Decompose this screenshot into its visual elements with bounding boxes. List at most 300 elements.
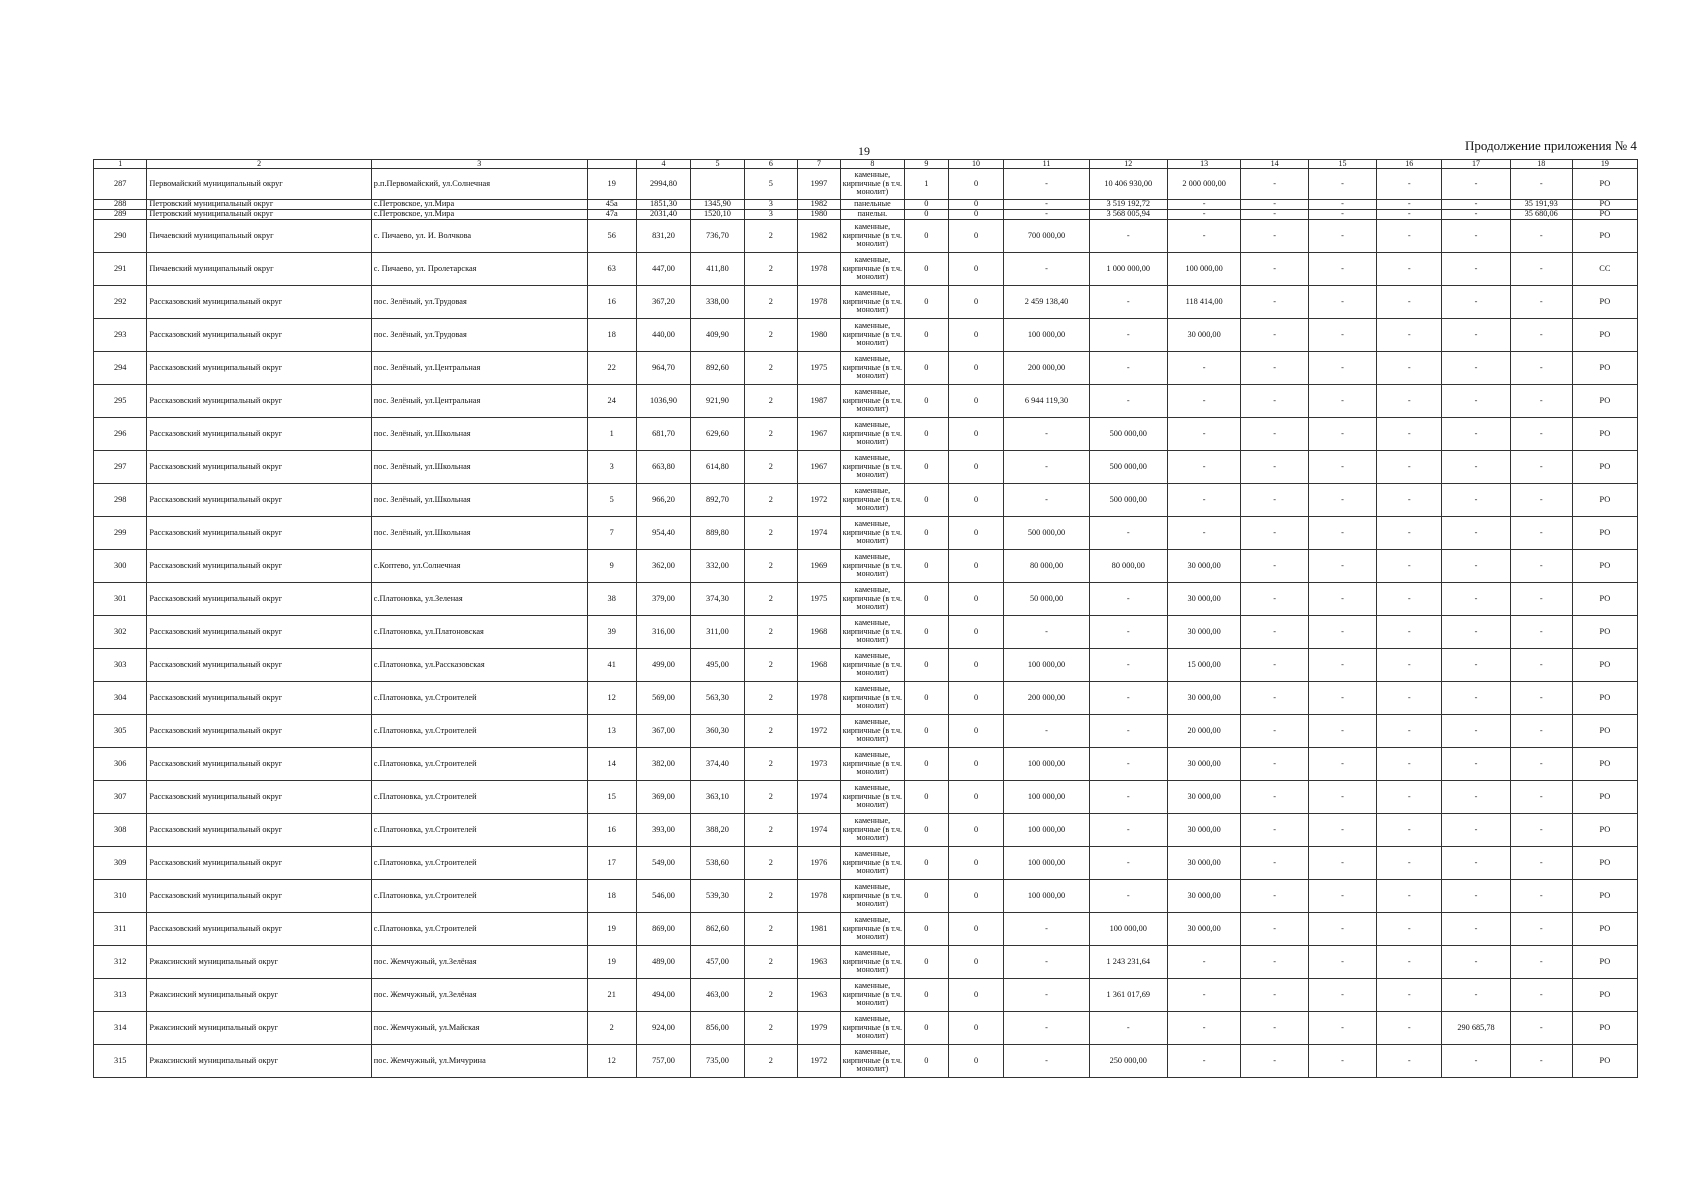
table-cell: 304 (94, 682, 147, 715)
table-cell: - (1377, 253, 1442, 286)
table-cell: - (1442, 517, 1510, 550)
table-cell: - (1167, 517, 1241, 550)
table-cell: 0 (948, 200, 1004, 210)
table-cell: каменные, кирпичные (в т.ч. монолит) (840, 253, 904, 286)
column-header: 6 (744, 160, 797, 169)
table-cell: 2 (744, 319, 797, 352)
table-cell: 45а (587, 200, 636, 210)
table-cell: каменные, кирпичные (в т.ч. монолит) (840, 715, 904, 748)
table-cell: 382,00 (636, 748, 690, 781)
table-cell: - (1377, 649, 1442, 682)
table-cell: - (1241, 880, 1308, 913)
table-cell: 2 (587, 1012, 636, 1045)
table-cell: 409,90 (691, 319, 744, 352)
table-row (94, 550, 1638, 583)
table-row (94, 847, 1638, 880)
table-cell: - (1241, 682, 1308, 715)
table-cell: - (1308, 583, 1376, 616)
table-cell: 1 (587, 418, 636, 451)
table-cell: 0 (948, 880, 1004, 913)
table-row (94, 715, 1638, 748)
table-cell: - (1377, 385, 1442, 418)
table-cell: - (1167, 946, 1241, 979)
table-cell: 367,20 (636, 286, 690, 319)
table-cell: 964,70 (636, 352, 690, 385)
table-cell: - (1089, 220, 1167, 253)
table-cell: 30 000,00 (1167, 913, 1241, 946)
table-cell: 1967 (798, 451, 841, 484)
table-cell: - (1308, 484, 1376, 517)
table-cell: пос. Зелёный, ул.Центральная (371, 385, 587, 418)
table-cell: 2 (744, 748, 797, 781)
table-cell: 1036,90 (636, 385, 690, 418)
table-cell: Рассказовский муниципальный округ (147, 484, 371, 517)
table-cell: - (1241, 715, 1308, 748)
table-cell: 290 (94, 220, 147, 253)
table-cell: 1997 (798, 169, 841, 200)
table-cell: 2 (744, 352, 797, 385)
table-row (94, 913, 1638, 946)
table-cell: Ржаксинский муниципальный округ (147, 1012, 371, 1045)
table-cell: 30 000,00 (1167, 616, 1241, 649)
table-cell: РО (1572, 385, 1637, 418)
table-cell: 0 (948, 418, 1004, 451)
table-cell: каменные, кирпичные (в т.ч. монолит) (840, 220, 904, 253)
table-cell: 447,00 (636, 253, 690, 286)
table-cell: 19 (587, 169, 636, 200)
table-cell: пос. Зелёный, ул.Трудовая (371, 286, 587, 319)
table-cell: РО (1572, 814, 1637, 847)
table-cell: 374,40 (691, 748, 744, 781)
table-cell: 379,00 (636, 583, 690, 616)
table-cell: 1851,30 (636, 200, 690, 210)
column-header: 15 (1308, 160, 1376, 169)
table-cell: 1 000 000,00 (1089, 253, 1167, 286)
table-cell: 6 944 119,30 (1004, 385, 1089, 418)
table-cell: - (1442, 979, 1510, 1012)
table-row (94, 979, 1638, 1012)
table-cell: - (1377, 319, 1442, 352)
table-cell: 2 (744, 286, 797, 319)
table-cell: 1974 (798, 781, 841, 814)
table-cell: - (1377, 200, 1442, 210)
table-cell: 2 (744, 418, 797, 451)
table-cell: 1 243 231,64 (1089, 946, 1167, 979)
table-cell: 1980 (798, 319, 841, 352)
table-cell: 0 (904, 517, 948, 550)
table-cell: 100 000,00 (1004, 880, 1089, 913)
table-cell: - (1510, 979, 1572, 1012)
table-cell: - (1510, 418, 1572, 451)
table-cell: 2 (744, 649, 797, 682)
table-cell: - (1377, 220, 1442, 253)
table-cell: пос. Жемчужный, ул.Зелёная (371, 979, 587, 1012)
table-cell: 0 (904, 286, 948, 319)
table-cell: 0 (904, 210, 948, 220)
table-cell: 2 (744, 616, 797, 649)
table-cell: 307 (94, 781, 147, 814)
table-cell: 20 000,00 (1167, 715, 1241, 748)
table-cell: 1975 (798, 352, 841, 385)
table-cell: РО (1572, 286, 1637, 319)
table-cell: 0 (948, 814, 1004, 847)
table-cell: 0 (948, 1045, 1004, 1078)
table-cell: с.Платоновка, ул.Строителей (371, 814, 587, 847)
table-cell: каменные, кирпичные (в т.ч. монолит) (840, 517, 904, 550)
table-cell: 0 (948, 781, 1004, 814)
table-cell: 1978 (798, 253, 841, 286)
table-cell: 298 (94, 484, 147, 517)
table-cell: СС (1572, 253, 1637, 286)
table-cell: 12 (587, 682, 636, 715)
table-cell: 1974 (798, 814, 841, 847)
table-cell: - (1510, 253, 1572, 286)
table-cell: РО (1572, 352, 1637, 385)
table-cell: 539,30 (691, 880, 744, 913)
table-cell: Пичаевский муниципальный округ (147, 220, 371, 253)
table-row (94, 210, 1638, 220)
table-cell: - (1004, 484, 1089, 517)
table-cell: - (1510, 1012, 1572, 1045)
table-cell: 0 (904, 682, 948, 715)
table-cell: 363,10 (691, 781, 744, 814)
table-cell: 700 000,00 (1004, 220, 1089, 253)
table-cell: - (1510, 451, 1572, 484)
table-cell: 295 (94, 385, 147, 418)
table-cell: - (1241, 200, 1308, 210)
table-cell: 30 000,00 (1167, 682, 1241, 715)
table-cell: 200 000,00 (1004, 352, 1089, 385)
table-cell: 30 000,00 (1167, 847, 1241, 880)
table-cell: РО (1572, 715, 1637, 748)
table-cell: с.Платоновка, ул.Платоновская (371, 616, 587, 649)
table-cell: - (1377, 781, 1442, 814)
table-cell: каменные, кирпичные (в т.ч. монолит) (840, 583, 904, 616)
table-cell: - (1442, 880, 1510, 913)
table-cell: 30 000,00 (1167, 781, 1241, 814)
table-cell: 100 000,00 (1004, 781, 1089, 814)
table-row (94, 880, 1638, 913)
table-cell: - (1004, 1045, 1089, 1078)
table-cell: пос. Жемчужный, ул.Зелёная (371, 946, 587, 979)
table-cell: - (1241, 385, 1308, 418)
table-cell: - (1308, 385, 1376, 418)
table-cell: - (1442, 1045, 1510, 1078)
table-cell: Ржаксинский муниципальный округ (147, 946, 371, 979)
table-cell: 0 (904, 616, 948, 649)
column-header: 7 (798, 160, 841, 169)
table-cell: - (1510, 649, 1572, 682)
table-cell: 39 (587, 616, 636, 649)
table-cell: - (1510, 319, 1572, 352)
table-cell: 3 (587, 451, 636, 484)
table-cell: 0 (948, 1012, 1004, 1045)
table-cell: 2 (744, 781, 797, 814)
table-cell: 7 (587, 517, 636, 550)
table-cell: 0 (904, 814, 948, 847)
table-row (94, 1012, 1638, 1045)
table-cell: 63 (587, 253, 636, 286)
table-cell: Пичаевский муниципальный округ (147, 253, 371, 286)
table-cell: 0 (904, 352, 948, 385)
table-cell: РО (1572, 946, 1637, 979)
table-cell: 2 (744, 550, 797, 583)
table-cell: 0 (948, 616, 1004, 649)
table-cell: 549,00 (636, 847, 690, 880)
table-cell: - (1241, 649, 1308, 682)
table-cell: - (1377, 616, 1442, 649)
table-cell: Рассказовский муниципальный округ (147, 781, 371, 814)
table-cell: - (1442, 781, 1510, 814)
table-cell: 1968 (798, 616, 841, 649)
column-header: 1 (94, 160, 147, 169)
table-cell: - (1167, 1045, 1241, 1078)
table-cell: 100 000,00 (1089, 913, 1167, 946)
table-cell: 0 (948, 847, 1004, 880)
table-cell: 367,00 (636, 715, 690, 748)
table-cell: 831,20 (636, 220, 690, 253)
table-cell: - (1377, 451, 1442, 484)
table-cell: 338,00 (691, 286, 744, 319)
table-cell: с.Платоновка, ул.Зеленая (371, 583, 587, 616)
table-cell: 0 (904, 418, 948, 451)
table-cell: 0 (948, 220, 1004, 253)
table-cell: 735,00 (691, 1045, 744, 1078)
table-cell: 500 000,00 (1089, 418, 1167, 451)
table-cell: - (1308, 352, 1376, 385)
table-cell: с. Пичаево, ул. И. Волчкова (371, 220, 587, 253)
table-cell: 2 (744, 1045, 797, 1078)
table-cell: 1972 (798, 484, 841, 517)
table-cell: - (1308, 682, 1376, 715)
table-cell: - (1167, 210, 1241, 220)
table-cell: 312 (94, 946, 147, 979)
table-cell: 0 (904, 451, 948, 484)
table-cell: каменные, кирпичные (в т.ч. монолит) (840, 748, 904, 781)
table-cell: 290 685,78 (1442, 1012, 1510, 1045)
table-cell: 1968 (798, 649, 841, 682)
table-cell: - (1308, 847, 1376, 880)
table-cell: - (1167, 484, 1241, 517)
table-cell: - (1004, 1012, 1089, 1045)
table-cell: 316,00 (636, 616, 690, 649)
table-cell: 0 (904, 946, 948, 979)
table-cell: 30 000,00 (1167, 880, 1241, 913)
table-cell: - (1004, 418, 1089, 451)
table-cell: 2 (744, 517, 797, 550)
table-row (94, 1045, 1638, 1078)
table-cell: 18 (587, 880, 636, 913)
table-cell: 500 000,00 (1004, 517, 1089, 550)
table-cell: Рассказовский муниципальный округ (147, 286, 371, 319)
table-cell: Рассказовский муниципальный округ (147, 682, 371, 715)
table-cell: РО (1572, 847, 1637, 880)
table-cell: 2 (744, 913, 797, 946)
table-cell: 301 (94, 583, 147, 616)
table-cell: 1972 (798, 715, 841, 748)
table-cell: 1980 (798, 210, 841, 220)
table-cell: с.Петровское, ул.Мира (371, 200, 587, 210)
table-cell: 50 000,00 (1004, 583, 1089, 616)
table-cell: - (1510, 616, 1572, 649)
table-cell: - (1089, 715, 1167, 748)
table-cell: - (1241, 781, 1308, 814)
table-cell: 499,00 (636, 649, 690, 682)
table-cell: - (1442, 847, 1510, 880)
table-cell: 3 568 005,94 (1089, 210, 1167, 220)
table-cell: 41 (587, 649, 636, 682)
table-cell: - (1167, 220, 1241, 253)
table-cell: 3 (744, 200, 797, 210)
table-cell: панельные (840, 200, 904, 210)
table-cell: 1345,90 (691, 200, 744, 210)
table-cell: РО (1572, 1012, 1637, 1045)
table-cell: - (1308, 1045, 1376, 1078)
table-cell: 15 (587, 781, 636, 814)
table-cell: 18 (587, 319, 636, 352)
table-cell: 0 (904, 847, 948, 880)
table-cell: 35 191,93 (1510, 200, 1572, 210)
table-cell: каменные, кирпичные (в т.ч. монолит) (840, 385, 904, 418)
table-cell: - (1442, 352, 1510, 385)
table-row (94, 781, 1638, 814)
table-cell: - (1442, 286, 1510, 319)
table-cell: РО (1572, 583, 1637, 616)
table-cell: каменные, кирпичные (в т.ч. монолит) (840, 418, 904, 451)
table-cell: - (1167, 352, 1241, 385)
table-row (94, 946, 1638, 979)
table-cell: 2 (744, 880, 797, 913)
table-cell: - (1377, 946, 1442, 979)
table-cell: каменные, кирпичные (в т.ч. монолит) (840, 880, 904, 913)
table-cell: каменные, кирпичные (в т.ч. монолит) (840, 847, 904, 880)
table-cell: 9 (587, 550, 636, 583)
table-cell: - (1308, 517, 1376, 550)
table-cell: 892,60 (691, 352, 744, 385)
table-cell: пос. Зелёный, ул.Школьная (371, 418, 587, 451)
table-cell: Ржаксинский муниципальный округ (147, 1045, 371, 1078)
table-cell: - (1442, 484, 1510, 517)
table-cell: 5 (587, 484, 636, 517)
table-cell: каменные, кирпичные (в т.ч. монолит) (840, 352, 904, 385)
table-cell: - (1442, 418, 1510, 451)
table-cell: РО (1572, 979, 1637, 1012)
table-cell: 16 (587, 286, 636, 319)
table-cell: РО (1572, 682, 1637, 715)
table-cell: с. Пичаево, ул. Пролетарская (371, 253, 587, 286)
table-cell: 292 (94, 286, 147, 319)
table-cell: - (1241, 583, 1308, 616)
table-cell: 100 000,00 (1004, 748, 1089, 781)
table-cell: 921,90 (691, 385, 744, 418)
table-row (94, 286, 1638, 319)
table-cell: 1978 (798, 286, 841, 319)
table-cell: 360,30 (691, 715, 744, 748)
table-cell: 0 (948, 517, 1004, 550)
table-cell: 0 (948, 583, 1004, 616)
table-cell: Рассказовский муниципальный округ (147, 451, 371, 484)
table-cell: 0 (904, 1045, 948, 1078)
table-cell: каменные, кирпичные (в т.ч. монолит) (840, 979, 904, 1012)
table-cell: - (1167, 451, 1241, 484)
table-cell: - (1308, 1012, 1376, 1045)
table-cell: - (1004, 715, 1089, 748)
table-cell: пос. Зелёный, ул.Школьная (371, 451, 587, 484)
table-cell: 0 (948, 946, 1004, 979)
table-cell: - (1004, 451, 1089, 484)
table-cell: 1975 (798, 583, 841, 616)
table-cell: 1982 (798, 200, 841, 210)
table-cell: - (1510, 484, 1572, 517)
table-cell: - (1510, 550, 1572, 583)
table-cell: каменные, кирпичные (в т.ч. монолит) (840, 1045, 904, 1078)
table-row (94, 220, 1638, 253)
table-cell: 862,60 (691, 913, 744, 946)
table-cell: 856,00 (691, 1012, 744, 1045)
table-cell: 14 (587, 748, 636, 781)
table-cell: - (1089, 286, 1167, 319)
table-cell: с.Платоновка, ул.Строителей (371, 715, 587, 748)
table-row (94, 169, 1638, 200)
table-cell: 0 (904, 1012, 948, 1045)
table-cell: РО (1572, 550, 1637, 583)
table-cell: 310 (94, 880, 147, 913)
table-cell: 1 (904, 169, 948, 200)
table-cell: 313 (94, 979, 147, 1012)
table-cell: каменные, кирпичные (в т.ч. монолит) (840, 550, 904, 583)
table-cell: - (1510, 583, 1572, 616)
table-cell: - (1377, 352, 1442, 385)
table-cell: с.Платоновка, ул.Строителей (371, 781, 587, 814)
table-cell: с.Платоновка, ул.Строителей (371, 682, 587, 715)
table-cell: - (1308, 748, 1376, 781)
table-cell: - (1167, 418, 1241, 451)
table-cell: 1978 (798, 880, 841, 913)
table-cell: 736,70 (691, 220, 744, 253)
table-cell: 100 000,00 (1167, 253, 1241, 286)
table-cell: - (1241, 418, 1308, 451)
table-cell: 0 (904, 649, 948, 682)
table-cell: Ржаксинский муниципальный округ (147, 979, 371, 1012)
table-cell: 0 (904, 484, 948, 517)
table-cell: каменные, кирпичные (в т.ч. монолит) (840, 682, 904, 715)
table-cell: - (1167, 385, 1241, 418)
table-cell: 1974 (798, 517, 841, 550)
table-cell: - (1442, 649, 1510, 682)
table-cell: - (1442, 583, 1510, 616)
table-row (94, 418, 1638, 451)
table-row (94, 200, 1638, 210)
table-cell: 546,00 (636, 880, 690, 913)
table-row (94, 748, 1638, 781)
table-cell: 10 406 930,00 (1089, 169, 1167, 200)
table-cell: Рассказовский муниципальный округ (147, 583, 371, 616)
table-cell: 100 000,00 (1004, 319, 1089, 352)
table-cell: 569,00 (636, 682, 690, 715)
table-cell: 1967 (798, 418, 841, 451)
table-cell: 17 (587, 847, 636, 880)
table-cell: с.Коптево, ул.Солнечная (371, 550, 587, 583)
table-cell: 2 (744, 1012, 797, 1045)
table-cell: - (1167, 979, 1241, 1012)
table-cell: 1981 (798, 913, 841, 946)
table-row (94, 319, 1638, 352)
table-cell: 0 (948, 286, 1004, 319)
table-cell: 35 680,06 (1510, 210, 1572, 220)
table-cell: - (1004, 979, 1089, 1012)
table-cell: 0 (948, 385, 1004, 418)
table-cell: пос. Зелёный, ул.Школьная (371, 484, 587, 517)
